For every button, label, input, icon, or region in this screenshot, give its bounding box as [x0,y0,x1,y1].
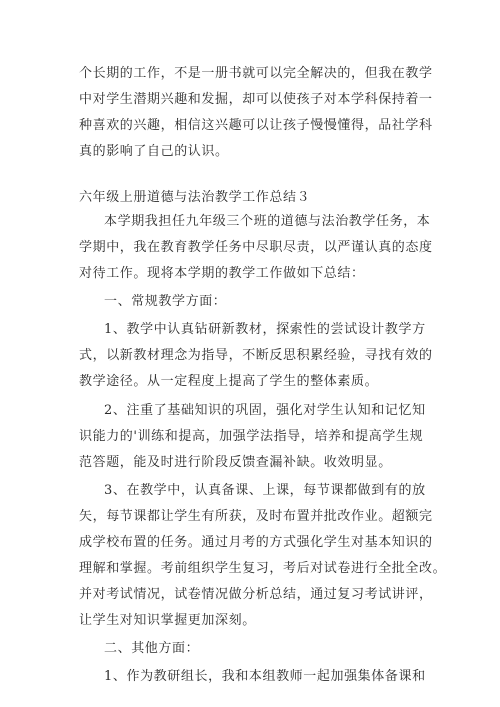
text-line: 理解和掌握。考前组织学生复习，考后对试卷进行全批全改。 [79,561,447,576]
text-line: 式，以新教材理念为指导，不断反思积累经验，寻找有效的 [79,348,433,363]
text-line: 并对考试情况，试卷情况做分析总结，通过复习考试讲评， [79,587,433,602]
text-line: 对待工作。现将本学期的教学工作做如下总结： [79,266,365,281]
subheading-other-aspects: 二、其他方面： [104,641,200,656]
subheading-routine-teaching: 一、常规教学方面： [104,294,227,309]
text-line: 让学生对知识掌握更加深刻。 [79,613,256,628]
text-line: 成学校布置的任务。通过月考的方式强化学生对基本知识的 [79,535,433,550]
text-line: 范答题，能及时进行阶段反馈查漏补缺。收效明显。 [79,455,392,470]
text-line: 个长期的工作，不是一册书就可以完全解决的，但我在教学 [79,66,433,81]
text-line: 1、作为教研组长，我和本组教师一起加强集体备课和 [104,669,426,684]
text-line: 识能力的'训练和提高，加强学法指导，培养和提高学生规 [79,429,424,444]
text-line: 3、在教学中，认真备课、上课，每节课都做到有的放 [104,483,426,498]
text-line: 真的影响了自己的认识。 [79,144,229,159]
text-line: 2、注重了基础知识的巩固，强化对学生认知和记忆知 [104,403,426,418]
text-line: 中对学生潜期兴趣和发掘，却可以使孩子对本学科保持着一 [79,92,433,107]
text-line: 1、教学中认真钻研新教材，探索性的尝试设计教学方 [104,322,426,337]
section-heading: 六年级上册道德与法治教学工作总结３ [79,190,311,205]
text-line: 教学途径。从一定程度上提高了学生的整体素质。 [79,374,379,389]
text-line: 本学期我担任九年级三个班的道德与法治教学任务，本 [104,214,431,229]
text-line: 种喜欢的兴趣，相信这兴趣可以让孩子慢慢懂得，品社学科 [79,118,433,133]
text-line: 学期中，我在教育教学任务中尽职尽责，以严谨认真的态度 [79,240,433,255]
text-line: 矢，每节课都让学生有所获，及时布置并批改作业。超额完 [79,509,433,524]
